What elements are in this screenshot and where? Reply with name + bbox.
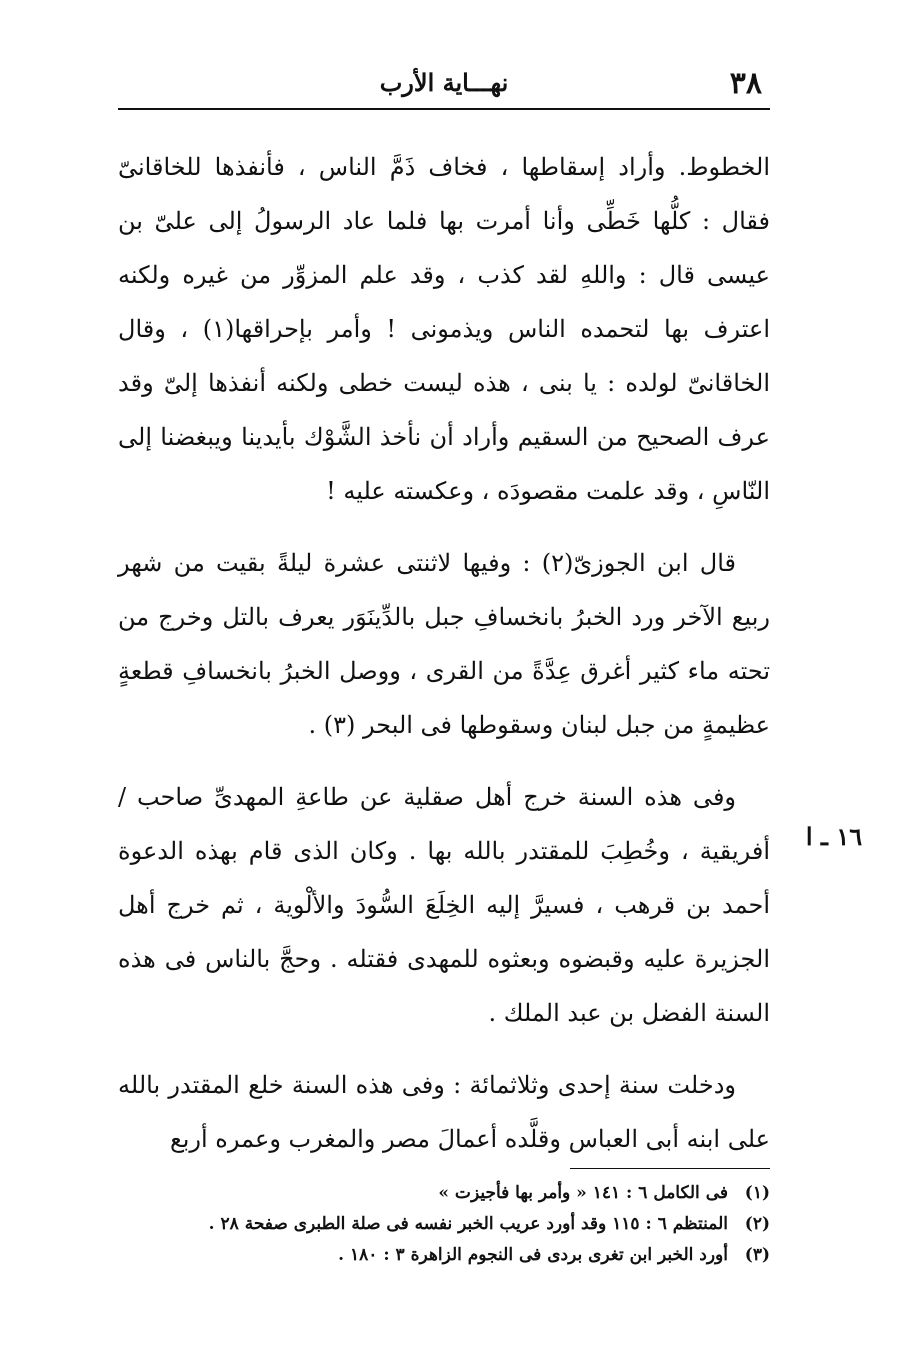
paragraph: ودخلت سنة إحدى وثلاثمائة : وفى هذه السنة خلع المقتدر بالله على ابنه أبى العباس وقلَّده أعمالَ مصر والمغرب وعمره أربع <box>118 1071 770 1153</box>
footnote-text: المنتظم ٦ : ١١٥ وقد أورد عريب الخبر نفسه فى صلة الطبرى صفحة ٢٨ . <box>208 1214 728 1234</box>
paragraph: الخطوط. وأراد إسقاطها ، فخاف ذَمَّ الناس ، فأنفذها للخاقانىّ فقال : كلُّها خَطِّى وأنا أمرت بها فلما عاد الرسولُ إلى علىّ بن عيسى قال : واللهِ لقد كذب ، وقد علم المزوِّر من غيره ولكنه اعترف بها لتحمده الناس ويذمونى ! وأمر بإحراقها(١) ، وقال الخاقانىّ لولده : يا بنى ، هذه ليست خطى ولكنه أنفذها إلىّ وقد عرف الصحيح من السقيم وأراد أن نأخذ الشَّوْك بأيدينا ويبغضنا إلى النّاسِ ، وقد علمت مقصودَه ، وعكسته عليه ! <box>118 153 770 505</box>
page-number: ٣٨ <box>729 66 762 101</box>
header-rule <box>118 108 770 110</box>
paragraph: قال ابن الجوزىّ(٢) : وفيها لاثنتى عشرة ليلةً بقيت من شهر ربيع الآخر ورد الخبرُ بانخسافِ جبل بالدِّينَوَر يعرف بالتل وخرج من تحته ماء كثير أغرق عِدَّةً من القرى ، ووصل الخبرُ بانخسافِ قطعةٍ عظيمةٍ من جبل لبنان وسقوطها فى البحر (٣) . <box>118 549 770 739</box>
footnote <box>118 1178 770 1209</box>
footnote <box>118 1209 770 1240</box>
footnote-number: (٢) <box>744 1214 770 1234</box>
page-header <box>118 62 770 106</box>
footnote-rule <box>570 1168 770 1169</box>
main-text <box>118 140 770 1184</box>
footnotes <box>118 1178 770 1271</box>
running-title: نهـــاية الأرب <box>379 68 509 97</box>
footnote-number: (٣) <box>744 1245 770 1265</box>
footnote-text: أورد الخبر ابن تغرى بردى فى النجوم الزاهرة ٣ : ١٨٠ . <box>338 1245 728 1265</box>
footnote <box>118 1240 770 1271</box>
footnote-number: (١) <box>744 1183 770 1203</box>
paragraph: وفى هذه السنة خرج أهل صقلية عن طاعةِ المهدىِّ صاحب / أفريقية ، وخُطِبَ للمقتدر بالله بها . وكان الذى قام بهذه الدعوة أحمد بن قرهب ، فسيرَّ إليه الخِلَعَ السُّودَ والألْوية ، ثم خرج أهل الجزيرة عليه وقبضوه وبعثوه للمهدى فقتله . وحجَّ بالناس فى هذه السنة الفضل بن عبد الملك . <box>118 783 770 1027</box>
margin-folio-reference: ١٦ ـ ا <box>805 822 863 851</box>
footnote-text: فى الكامل ٦ : ١٤١ « وأمر بها فأجيزت » <box>438 1183 728 1203</box>
